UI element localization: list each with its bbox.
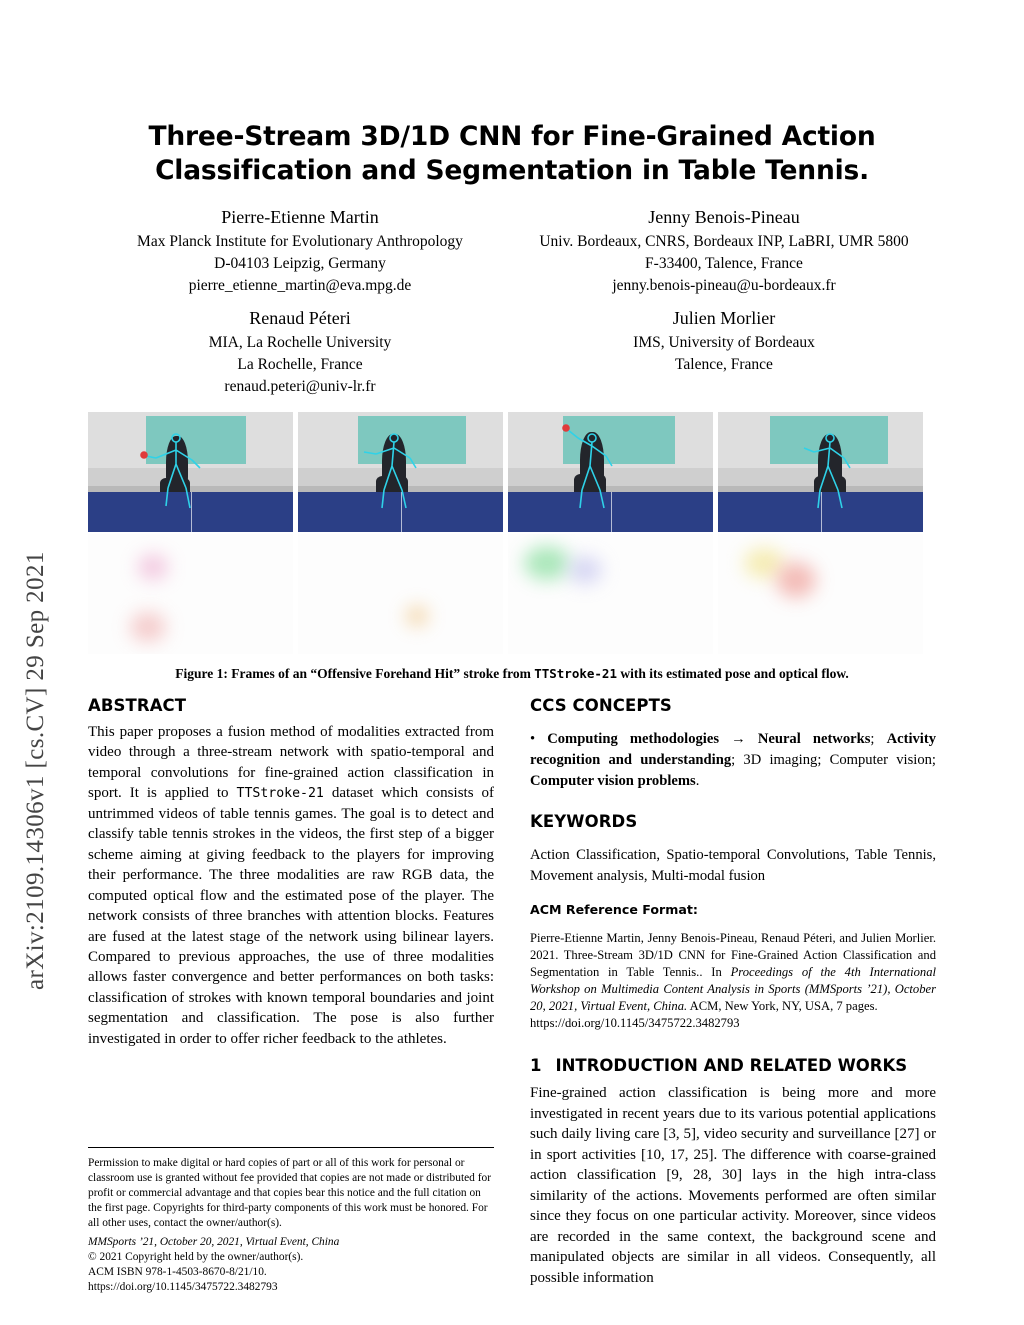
ccs-term-computing-methodologies: Computing methodologies — [547, 731, 720, 748]
author-email[interactable]: jenny.benois-pineau@u-bordeaux.fr — [612, 276, 836, 294]
pose-skeleton-icon — [298, 412, 503, 532]
author-address: Talence, France — [675, 355, 773, 373]
keywords-heading: KEYWORDS — [530, 811, 638, 831]
ccs-term-activity-recognition: Activity recognition and understanding — [530, 731, 937, 769]
author-name: Julien Morlier — [672, 307, 776, 328]
author-block-3 — [88, 305, 512, 398]
author-name: Jenny Benois-Pineau — [648, 206, 800, 227]
acm-ref-line2: ACM, New York, NY, USA, 7 pages. — [687, 999, 878, 1014]
author-row-1 — [88, 204, 936, 297]
figure-optical-flow-row — [88, 534, 936, 654]
acm-reference-heading: ACM Reference Format: — [530, 902, 698, 917]
right-column — [530, 696, 936, 1295]
ccs-term-computer-vision-problems: Computer vision problems — [530, 772, 696, 789]
ccs-term-neural-networks: Neural networks — [757, 731, 871, 748]
figure-caption-part2: with its estimated pose and optical flow. — [617, 665, 849, 681]
pose-skeleton-icon — [508, 412, 713, 532]
footnote-doi[interactable]: https://doi.org/10.1145/3475722.3482793 — [88, 1280, 278, 1293]
ccs-text — [530, 729, 936, 791]
ccs-end: . — [695, 772, 700, 789]
keywords-text: Action Classification, Spatio-temporal Convolutions, Table Tennis, Movement analysis, Multi-modal fusion — [530, 847, 936, 884]
author-name: Pierre-Etienne Martin — [221, 206, 379, 227]
acm-reference-text — [530, 930, 936, 1033]
author-address: D-04103 Leipzig, Germany — [214, 254, 386, 272]
ccs-plain: ; 3D imaging; Computer vision; — [731, 752, 936, 769]
author-affiliation: Max Planck Institute for Evolutionary Anthropology — [137, 232, 463, 250]
abstract-dataset-name: TTStroke-21 — [236, 786, 324, 802]
ccs-sep: ; — [870, 731, 887, 748]
author-email[interactable]: renaud.peteri@univ-lr.fr — [224, 377, 376, 395]
footnote-isbn: ACM ISBN 978-1-4503-8670-8/21/10. — [88, 1266, 267, 1279]
footnote-permission: Permission to make digital or hard copies of part or all of this work for personal or classroom use is granted without fee provided that copies are not made or distributed for profit or commercial advantage and that copies bear this notice and the full citation on the first page. Copyrights for third-party components of this work must be honored. For all other uses, contact the owner/author(s). — [88, 1157, 491, 1229]
author-name: Renaud Péteri — [249, 307, 351, 328]
acm-ref-line1: Pierre-Etienne Martin, Jenny Benois-Pineau, Renaud Péteri, and Julien Morlier. 2021. Three-Stream 3D/1D CNN for Fine-Grained Action Classification and Segmentation in Table Tennis.. In — [530, 930, 936, 979]
video-frame-4 — [718, 412, 923, 532]
arxiv-identifier-stamp: arXiv:2109.14306v1 [cs.CV] 29 Sep 2021 — [22, 551, 49, 990]
section-1-title: INTRODUCTION AND RELATED WORKS — [555, 1056, 908, 1076]
optical-flow-2 — [298, 534, 503, 654]
paper-page — [88, 120, 936, 1295]
acm-ref-proceedings: Proceedings of the 4th International Workshop on Multimedia Content Analysis in Sports (MMSports ’21), October 20, 2021, Virtual Event, China. — [530, 964, 937, 1014]
figure-caption-dataset: TTStroke-21 — [534, 665, 617, 681]
abstract-heading: ABSTRACT — [88, 695, 187, 715]
video-frame-1 — [88, 412, 293, 532]
ccs-bullet: • — [530, 731, 536, 748]
figure-frame-row — [88, 412, 936, 532]
section-1-heading — [530, 1056, 936, 1075]
ccs-heading: CCS CONCEPTS — [530, 695, 672, 715]
video-frame-3 — [508, 412, 713, 532]
author-email[interactable]: pierre_etienne_martin@eva.mpg.de — [188, 276, 412, 294]
optical-flow-4 — [718, 534, 923, 654]
video-frame-2 — [298, 412, 503, 532]
body-columns — [88, 696, 936, 1295]
author-row-2 — [88, 305, 936, 398]
ccs-arrow: → — [731, 731, 746, 748]
abstract-text-part1: This paper proposes a fusion method of modalities extracted from video through a three-stream network with spatio-temporal and temporal convolutions for fine-grained action classification in sport. It is applied to — [88, 723, 494, 802]
footnote-copyright: © 2021 Copyright held by the owner/author(s). — [88, 1251, 304, 1264]
section-1-text: Fine-grained action classification is being more and more investigated in recent years due to its various potential applications such daily living care [3, 5], video security and surveillance [27] or in sport activities [10, 17, 25]. The difference with coarse-grained action classification [9, 28, 30] lays in the high intra-class similarity of the actions. Movements performed are often similar since they focus on one particular activity. Moreover, since videos are recorded in the same context, the background scene and manipulated objects are similar in all videos. Consequently, all possible information — [530, 1085, 936, 1286]
figure-caption-part1: Figure 1: Frames of an “Offensive Forehand Hit” stroke from — [175, 665, 535, 681]
author-block-4 — [512, 305, 936, 398]
pose-skeleton-icon — [88, 412, 293, 532]
author-block-2 — [512, 204, 936, 297]
footnote-block — [88, 1147, 494, 1294]
pose-skeleton-icon — [718, 412, 923, 532]
author-address: F-33400, Talence, France — [645, 254, 803, 272]
footnote-venue: MMSports ’21, October 20, 2021, Virtual Event, China — [88, 1236, 340, 1249]
figure-1 — [88, 412, 936, 682]
left-column — [88, 696, 494, 1295]
acm-ref-doi[interactable]: https://doi.org/10.1145/3475722.3482793 — [530, 1016, 740, 1031]
author-address: La Rochelle, France — [237, 355, 363, 373]
author-affiliation: Univ. Bordeaux, CNRS, Bordeaux INP, LaBRI, UMR 5800 — [539, 232, 909, 250]
author-affiliation: IMS, University of Bordeaux — [633, 333, 815, 351]
author-block-1 — [88, 204, 512, 297]
page-title: Three-Stream 3D/1D CNN for Fine-Grained Action Classification and Segmentation in Table Tennis. — [148, 121, 876, 186]
author-affiliation: MIA, La Rochelle University — [208, 333, 392, 351]
figure-caption — [88, 666, 936, 682]
abstract-text — [88, 722, 494, 1050]
optical-flow-3 — [508, 534, 713, 654]
section-1-number: 1 — [530, 1056, 542, 1076]
abstract-text-part2: dataset which consists of untrimmed videos of table tennis games. The goal is to detect and classify table tennis strokes in the videos, the first step of a bigger scheme aiming at giving feedback to the players for improving their performance. The three modalities are raw RGB data, the computed optical flow and the estimated pose of the player. The network consists of three branches with attention blocks. Features are fused at the latest stage of the network using bilinear layers. Compared to previous approaches, the use of three modalities allows faster convergence and better performances on both tasks: classification of strokes with known temporal boundaries and joint segmentation and classification. The pose is also further investigated in order to offer richer feedback to the athletes. — [88, 785, 494, 1047]
optical-flow-1 — [88, 534, 293, 654]
